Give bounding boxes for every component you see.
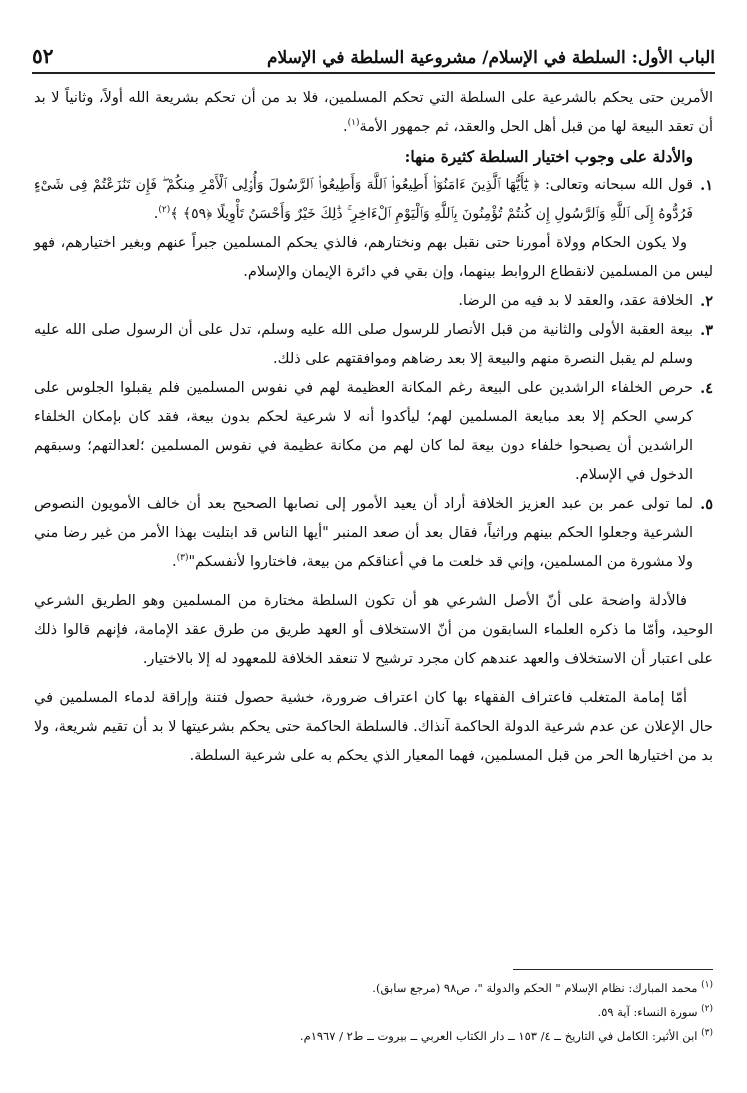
item-text: لما تولى عمر بن عبد العزيز الخلافة أراد أن يعيد الأمور إلى نصابها الصحيح بعد أن خالف الأمويون النصوص الشرعية وجعلوا الحكم بينهم وراثياً، فقال بعد أن صعد المنبر "أيها الناس قد ابتليت بهذا الأمر من غير رضا مني ولا مشورة من المسلمين، وإني قد خلعت ما في أعناقكم من بيعة، فاختاروا لأنفسكم" [34,496,693,570]
evidence-item-5: ٥. لما تولى عمر بن عبد العزيز الخلافة أراد أن يعيد الأمور إلى نصابها الصحيح بعد أن خالف الأمويون النصوص الشرعية وجعلوا الحكم بينهم وراثياً، فقال بعد أن صعد المنبر "أيها الناس قد ابتليت بهذا الأمر من غير رضا مني ولا مشورة من المسلمين، وإني قد خلعت ما في أعناقكم من بيعة، فاختاروا لأنفسكم"$^{(٣)}$. [34,490,713,577]
footnote-1: $^{(١)}$ محمد المبارك: نظام الإسلام " الحكم والدولة "، ص٩٨ (مرجع سابق). [372,980,713,995]
evidence-item-4 [34,374,713,490]
evidence-heading: والأدلة على وجوب اختيار السلطة كثيرة منها: [404,147,693,166]
item-number: ٢. [700,293,713,310]
item-number: ٤. [700,380,713,397]
footnote-ref-3[interactable]: (٣) [176,553,189,564]
item-text: الخلافة عقد، والعقد لا بد فيه من الرضا. [458,293,693,309]
footnote-ref-1[interactable]: (١) [347,118,360,129]
item-text: بيعة العقبة الأولى والثانية من قبل الأنصار للرسول صلى الله عليه وسلم، تدل على أن الرسول صلى الله عليه وسلم لم يقبل النصرة منهم والبيعة إلا بعد رضاهم وموافقتهم على ذلك. [34,322,693,367]
item-number: ٥. [700,496,713,513]
verse-commentary: ولا يكون الحكام وولاة أمورنا حتى نقبل بهم ونختارهم، فالذي يحكم المسلمين جبراً عنهم وبغير اختيارهم، فهو ليس من المسلمين لانقطاع الروابط بينهما، وإن بقي في دائرة الإيمان والإسلام. [34,235,713,280]
footnote-ref-2[interactable]: (٢) [158,205,171,216]
footnotes [34,976,713,1048]
footnote-mark: (٢) [701,1004,713,1015]
page-header [32,40,715,74]
evidence-item-2 [34,287,713,316]
main-text [34,84,713,771]
intro-paragraph: الأمرين حتى يحكم بالشرعية على السلطة التي تحكم المسلمين، فلا بد من أن تحكم بشريعة الله أولاً، وثانياً لا بد أن تعقد البيعة لها من قبل أهل الحل والعقد، ثم جمهور الأمة$^{(١)}$. [34,90,713,135]
evidence-item-3 [34,316,713,374]
running-title: الباب الأول: السلطة في الإسلام/ مشروعية السلطة في الإسلام [266,48,715,68]
evidence-item-1: ١. قول الله سبحانه وتعالى: ﴿ يَٰٓأَيُّهَا ٱلَّذِينَ ءَامَنُوٓا۟ أَطِيعُوا۟ ٱللَّهَ وَأَطِيعُوا۟ ٱلرَّسُولَ وَأُو۟لِى ٱلْأَمْرِ مِنكُمْ ۖ فَإِن تَنَٰزَعْتُمْ فِى شَىْءٍ فَرُدُّوهُ إِلَى ٱللَّهِ وَٱلرَّسُولِ إِن كُنتُمْ تُؤْمِنُونَ بِٱللَّهِ وَٱلْيَوْمِ ٱلْءَاخِرِ ۚ ذَٰلِكَ خَيْرٌ وَأَحْسَنُ تَأْوِيلًا ﴿٥٩﴾ ﴾$^{(٢)}$. [34,171,713,229]
footnote-3: $^{(٣)}$ ابن الأثير: الكامل في التاريخ ــ ٤/ ١٥٣ ــ دار الكتاب العربي ــ بيروت ــ ط٢ / ١٩٦٧م. [299,1028,713,1043]
usurper-paragraph: أمّا إمامة المتغلب فاعتراف الفقهاء بها كان اعتراف ضرورة، خشية حصول فتنة وإراقة لدماء المسلمين في حال الإعلان عن عدم شرعية الدولة الحاكمة آنذاك. فالسلطة الحاكمة حتى يحكم بشرعيتها لا بد أن تقيم شريعة، ولا بد من اختيارها الحر من قبل المسلمين، فهما المعيار الذي يحكم به على شرعية السلطة. [34,690,713,764]
item-lead: قول الله سبحانه وتعالى: [545,177,694,193]
quran-verse: ﴿ يَٰٓأَيُّهَا ٱلَّذِينَ ءَامَنُوٓا۟ أَطِيعُوا۟ ٱللَّهَ وَأَطِيعُوا۟ ٱلرَّسُولَ وَأُو۟لِى ٱلْأَمْرِ مِنكُمْ ۖ فَإِن تَنَٰزَعْتُمْ فِى شَىْءٍ فَرُدُّوهُ إِلَى ٱللَّهِ وَٱلرَّسُولِ إِن كُنتُمْ تُؤْمِنُونَ بِٱللَّهِ وَٱلْيَوْمِ ٱلْءَاخِرِ ۚ ذَٰلِكَ خَيْرٌ وَأَحْسَنُ تَأْوِيلًا ﴿٥٩﴾ ﴾ [34,177,693,222]
page-number: ٥٢ [32,44,54,68]
item-number: ٣. [700,322,713,339]
conclusion-paragraph: فالأدلة واضحة على أنّ الأصل الشرعي هو أن تكون السلطة مختارة من المسلمين وهو الطريق الشرعي الوحيد، وأمّا ما ذكره العلماء السابقون من أنّ الاستخلاف أو العهد طريق من طرق عقد الإمامة، فإنهم قالوا ذلك على اعتبار أن الاستخلاف والعهد عندهم كان مجرد ترشيح لا تنعقد الخلافة للمعهود له إلا بالاختيار. [34,593,713,667]
item-number: ١. [700,177,713,194]
footnote-divider [513,969,713,970]
footnote-2: $^{(٢)}$ سورة النساء: آية ٥٩. [597,1004,713,1019]
item-text: حرص الخلفاء الراشدين على البيعة رغم المكانة العظيمة لهم في نفوس المسلمين فلم يقبلوا الجلوس على كرسي الحكم إلا بعد مبايعة المسلمين لهم؛ ليأكدوا أنه لا شرعية لحكم بدون بيعة، فقد كان بإمكان الخلفاء الراشدين أن يصبحوا خلفاء دون بيعة لما كان لهم من مكانة عظيمة في نفوس المسلمين ؛لعدالتهم؛ وسبقهم الدخول في الإسلام. [34,380,693,483]
footnote-mark: (١) [701,980,713,991]
footnote-mark: (٣) [701,1028,713,1039]
